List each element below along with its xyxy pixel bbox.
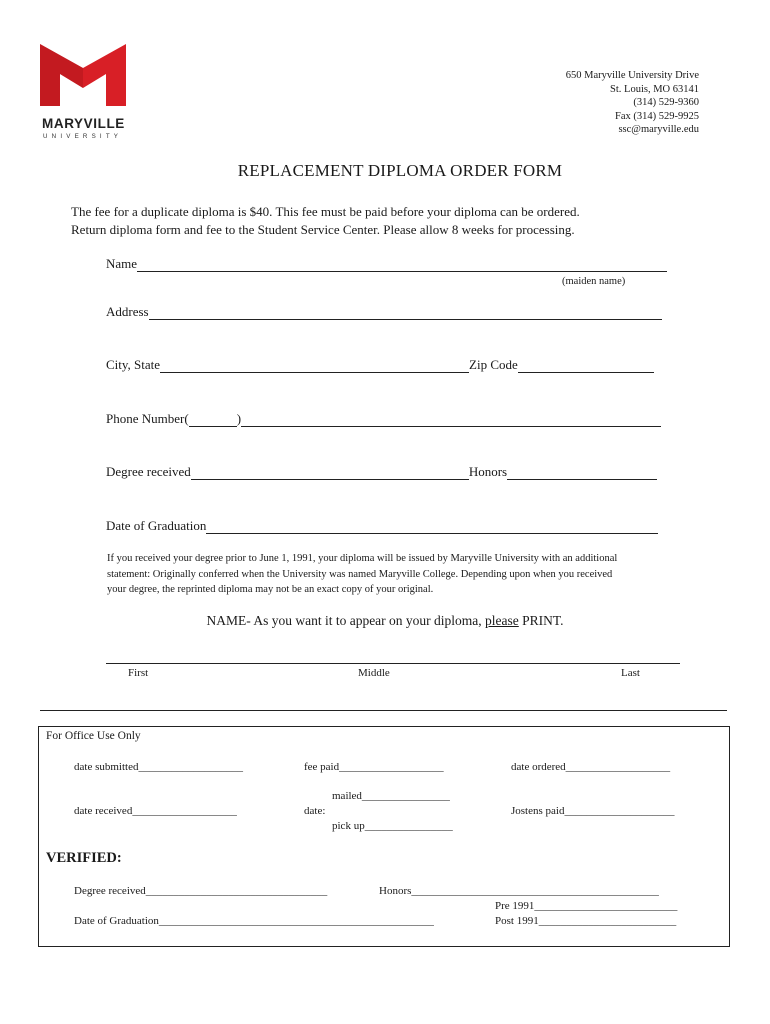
graduation-date-input-line[interactable]: [206, 521, 658, 534]
print-instruction-emphasis: please: [485, 613, 519, 628]
zip-input-line[interactable]: [518, 360, 654, 373]
degree-field[interactable]: [106, 464, 657, 480]
date-ordered-field[interactable]: date ordered___________________: [511, 761, 671, 773]
address-line-1: 650 Maryville University Drive: [565, 70, 699, 81]
degree-label: Degree received: [106, 464, 191, 479]
date-label: date:: [304, 805, 326, 817]
city-state-input-line[interactable]: [160, 360, 469, 373]
last-name-label: Last: [621, 667, 640, 679]
phone-input-line[interactable]: [241, 414, 661, 427]
address-field[interactable]: [106, 304, 662, 320]
verified-degree-field[interactable]: Degree received_________________________________: [74, 885, 328, 897]
intro-line-1: The fee for a duplicate diploma is $40. This fee must be paid before your diploma can be ordered.: [71, 204, 580, 219]
verified-honors-field[interactable]: Honors_____________________________________________: [379, 885, 659, 897]
address-label: Address: [106, 304, 149, 319]
graduation-date-field[interactable]: [106, 518, 658, 534]
area-code-input-line[interactable]: [189, 414, 237, 427]
name-field[interactable]: [106, 256, 667, 272]
address-line-2: St. Louis, MO 63141: [610, 83, 699, 95]
honors-input-line[interactable]: [507, 467, 657, 480]
diploma-name-input-line[interactable]: [106, 663, 680, 664]
pre-1991-note: [107, 551, 727, 598]
note-line-1: If you received your degree prior to June 1, 1991, your diploma will be issued by Maryville University with an additional: [107, 553, 618, 564]
print-instruction: [0, 613, 770, 629]
verified-graduation-date-field[interactable]: Date of Graduation__________________________________________________: [74, 915, 434, 927]
print-instruction-text: NAME- As you want it to appear on your diploma,: [206, 613, 486, 628]
university-address: [566, 69, 699, 137]
city-state-label: City, State: [106, 357, 161, 372]
name-input-line[interactable]: [137, 259, 667, 272]
address-phone: (314) 529-9360: [633, 97, 699, 108]
section-divider: [40, 710, 727, 711]
date-submitted-field[interactable]: date submitted___________________: [74, 761, 243, 773]
print-instruction-end: PRINT.: [518, 613, 564, 628]
name-label: Name: [106, 256, 138, 271]
phone-paren: ): [236, 411, 242, 426]
jostens-paid-field[interactable]: Jostens paid____________________: [511, 805, 675, 817]
graduation-date-label: Date of Graduation: [106, 518, 207, 533]
zip-label: Zip Code: [469, 357, 518, 372]
note-line-3: your degree, the reprinted diploma may not be an exact copy of your original.: [107, 584, 434, 595]
address-input-line[interactable]: [149, 307, 662, 320]
logo-subtitle: UNIVERSITY: [43, 133, 123, 140]
address-fax: Fax (314) 529-9925: [615, 110, 699, 122]
form-title: REPLACEMENT DIPLOMA ORDER FORM: [237, 161, 563, 180]
phone-label: Phone Number(: [106, 411, 189, 426]
date-received-field[interactable]: date received___________________: [74, 805, 237, 817]
intro-text: [71, 203, 580, 239]
honors-label: Honors: [468, 464, 508, 479]
first-name-label: First: [128, 667, 149, 679]
verified-heading: VERIFIED:: [46, 850, 122, 866]
middle-name-label: Middle: [358, 667, 390, 679]
post-1991-field[interactable]: Post 1991_________________________: [495, 915, 677, 927]
pick-up-field[interactable]: pick up________________: [332, 820, 453, 832]
pre-1991-field[interactable]: Pre 1991__________________________: [495, 900, 678, 912]
maryville-logo-mark: [40, 44, 132, 106]
address-email: ssc@maryville.edu: [618, 124, 699, 135]
mailed-field[interactable]: mailed________________: [332, 790, 450, 802]
degree-input-line[interactable]: [191, 467, 469, 480]
intro-line-2: Return diploma form and fee to the Student Service Center. Please allow 8 weeks for processing.: [71, 222, 575, 237]
fee-paid-field[interactable]: fee paid___________________: [304, 761, 444, 773]
city-state-field[interactable]: [106, 357, 654, 373]
office-use-heading: For Office Use Only: [46, 730, 141, 742]
note-line-2: statement: Originally conferred when the University was named Maryville College. Depending upon when you received: [107, 568, 613, 580]
office-use-box: [38, 726, 730, 947]
logo-wordmark: MARYVILLE: [42, 116, 125, 131]
maiden-name-hint: (maiden name): [562, 276, 626, 287]
phone-field[interactable]: [106, 411, 661, 427]
